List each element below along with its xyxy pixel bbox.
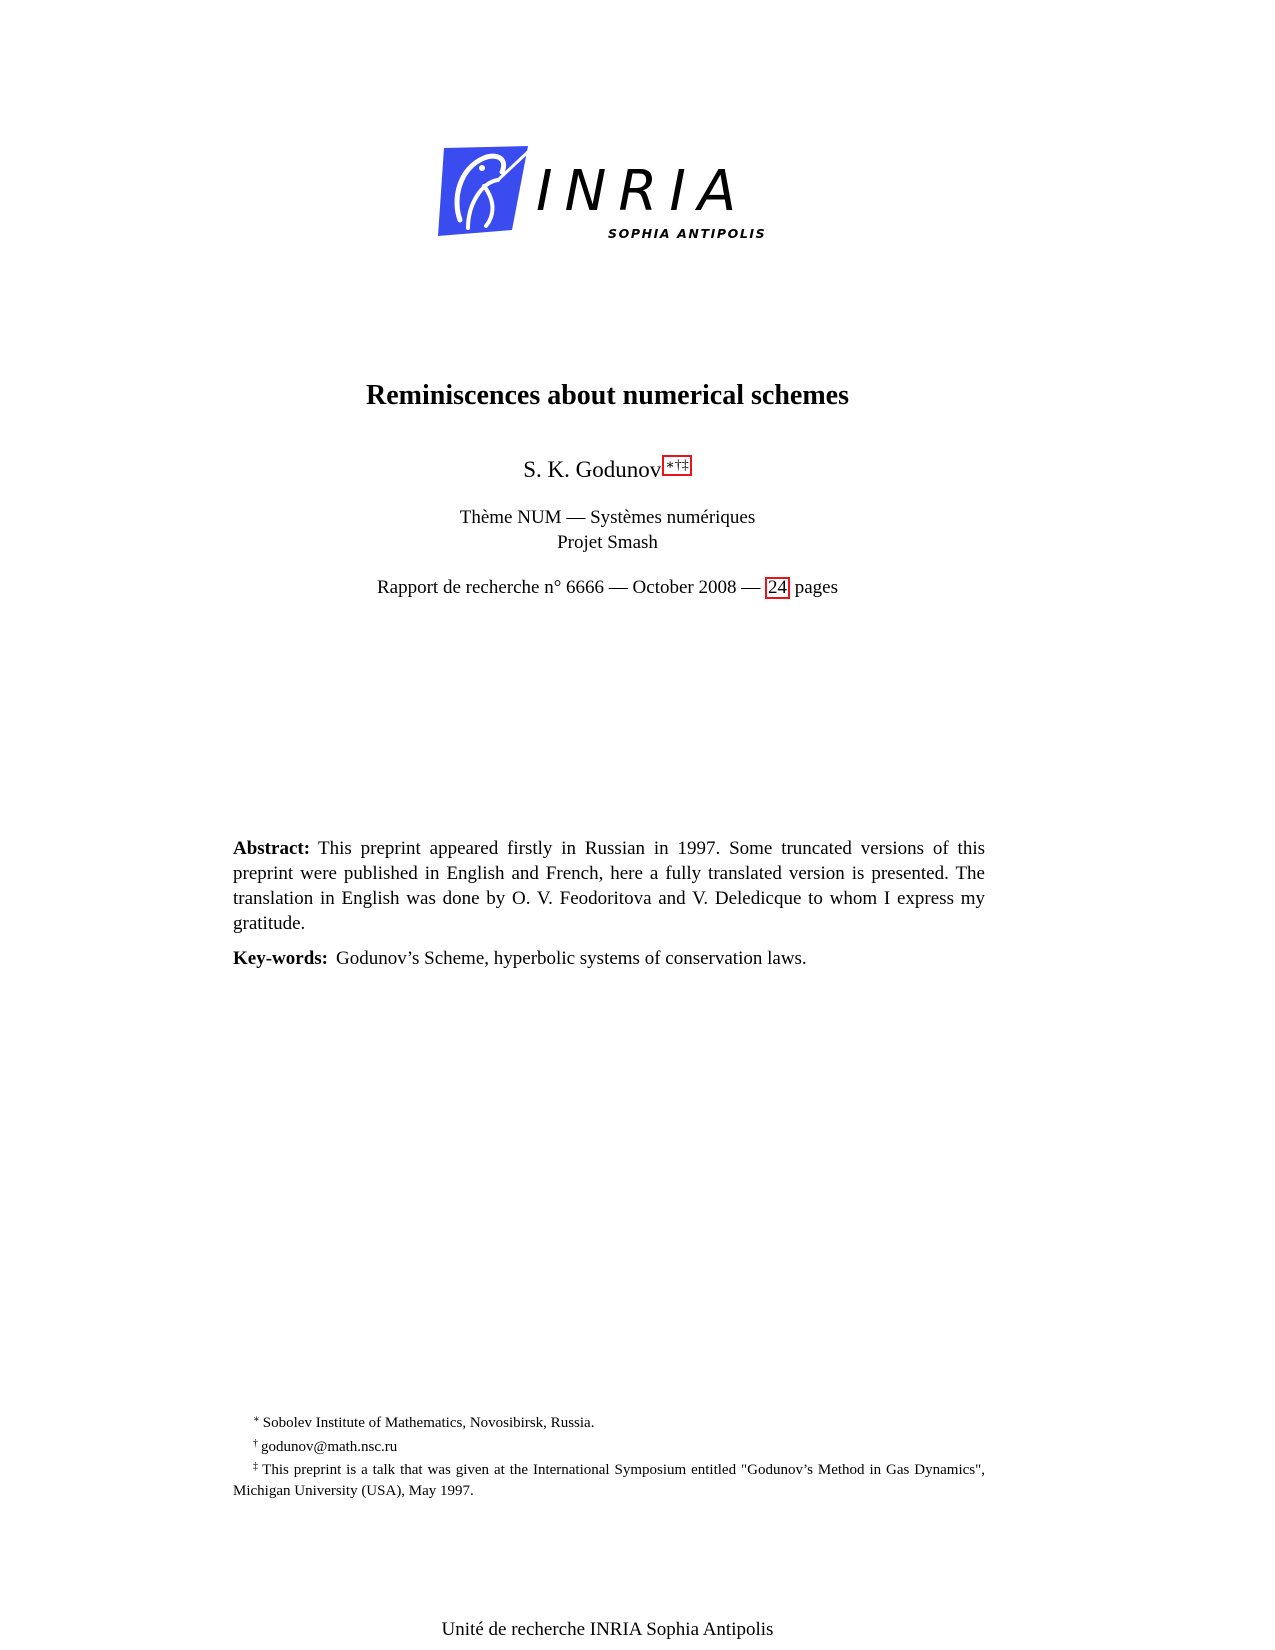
theme-line: Thème NUM — Systèmes numériques <box>459 507 756 528</box>
footnotes <box>233 1410 985 1501</box>
keywords-text: Godunov’s Scheme, hyperbolic systems of conservation laws. <box>335 948 807 969</box>
page-count-link[interactable]: 24 <box>765 577 790 599</box>
inria-logo <box>438 146 783 240</box>
footnote-marker: † <box>253 1437 258 1449</box>
paper-title: Reminiscences about numerical schemes <box>366 380 849 411</box>
logo-subline: SOPHIA ANTIPOLIS <box>608 226 767 241</box>
inria-bird-emblem-icon <box>438 146 534 238</box>
keywords-label: Key-words: <box>233 948 328 969</box>
project-line: Projet Smash <box>557 532 658 553</box>
logo-wordmark: INRIA <box>536 159 749 224</box>
abstract-block <box>233 836 985 971</box>
footnote-text: Sobolev Institute of Mathematics, Novosibirsk, Russia. <box>262 1415 595 1431</box>
author-footnote-link[interactable]: ∗†‡ <box>662 455 692 476</box>
footnote-item <box>233 1434 985 1458</box>
abstract-paragraph <box>233 836 985 936</box>
page-footer: Unité de recherche INRIA Sophia Antipolis <box>441 1619 774 1640</box>
footnote-marker: ∗ <box>253 1414 260 1425</box>
footnote-item <box>233 1410 985 1434</box>
report-prefix: Rapport de recherche n° 6666 — October 2008 — <box>376 577 761 598</box>
report-line <box>0 577 1215 599</box>
footnote-item <box>233 1457 985 1501</box>
footnote-text: This preprint is a talk that was given at the International Symposium entitled "Godunov’s Method in Gas Dynamics", Michigan University (USA), May 1997. <box>233 1462 985 1499</box>
footnote-text: godunov@math.nsc.ru <box>261 1438 398 1455</box>
author-line <box>0 457 1215 483</box>
keywords-paragraph <box>233 946 985 971</box>
abstract-label: Abstract: <box>233 838 311 859</box>
report-suffix: pages <box>794 577 839 598</box>
footnote-marker: ‡ <box>253 1461 260 1472</box>
author-name: S. K. Godunov <box>523 457 662 482</box>
abstract-text: This preprint appeared firstly in Russian in 1997. Some truncated versions of this preprint were published in English and French, here a fully translated version is presented. The translation in English was done by O. V. Feodoritova and V. Deledicque to whom I express my gratitude. <box>233 838 985 934</box>
